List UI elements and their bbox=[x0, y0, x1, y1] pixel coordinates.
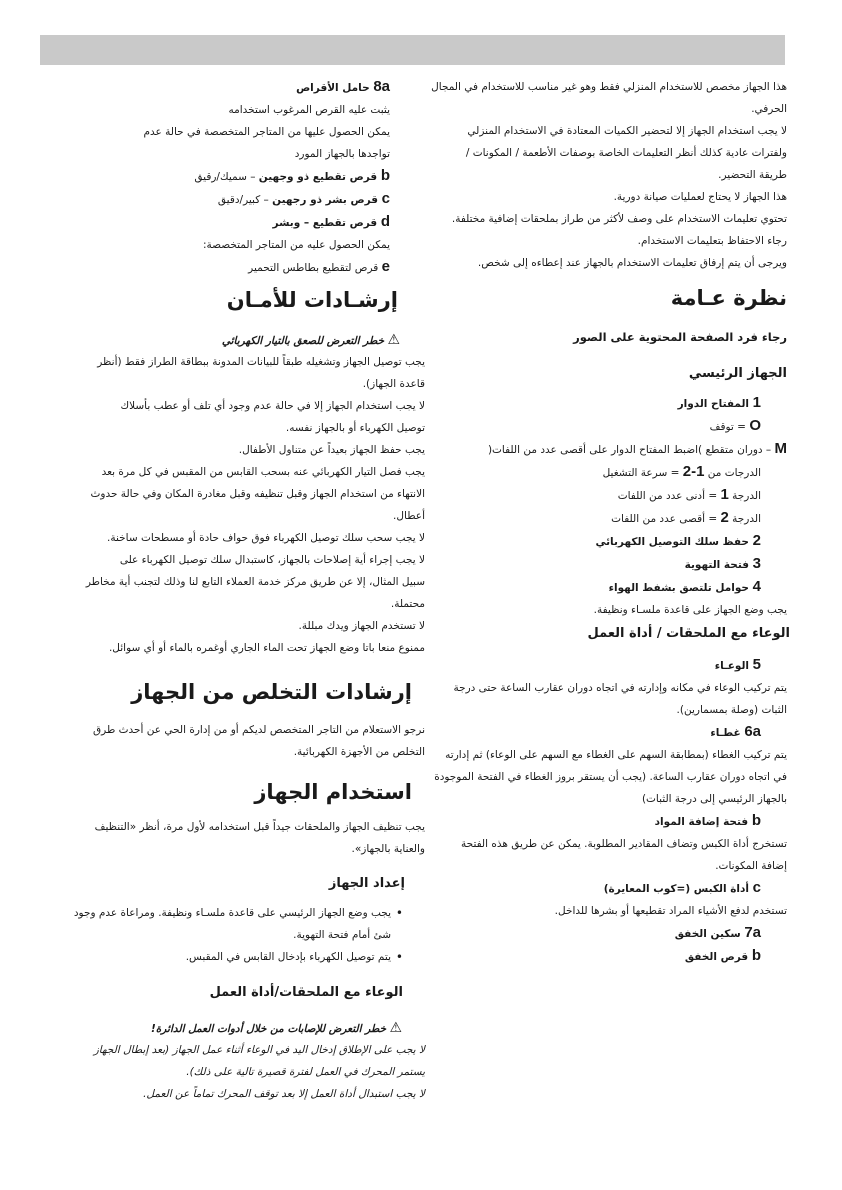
item-text: قرص تقطيع – وبشر bbox=[272, 217, 381, 229]
item-text: – دوران متقطع )اضبط المفتاح الدوار على أقصى عدد من اللفات( bbox=[487, 444, 775, 456]
text-line bbox=[437, 922, 787, 945]
text-line bbox=[40, 121, 390, 143]
usage-paragraph bbox=[40, 816, 425, 860]
setup-list bbox=[40, 902, 405, 968]
text-line: رجاء الاحتفاظ بتعليمات الاستخدام. bbox=[637, 235, 787, 247]
item-text: سكين الخفق bbox=[674, 928, 745, 940]
text-line: والعناية بالجهاز». bbox=[351, 843, 425, 855]
item-text: يتم تركيب الغطاء (بمطابقة السهم على الغطاء مع السهم على الوعاء) ثم إدارته bbox=[445, 749, 787, 761]
item-text: غطـاء bbox=[710, 727, 745, 739]
item-text: حفظ سلك التوصيل الكهربائي bbox=[595, 536, 753, 548]
item-number: c bbox=[752, 879, 761, 896]
item-text: قرص الخفق bbox=[684, 951, 752, 963]
text-line bbox=[40, 188, 390, 211]
text-line: الحرفي. bbox=[751, 103, 787, 115]
item-text: يمكن الحصول عليه من المتاجر المتخصصة: bbox=[202, 239, 390, 251]
text-line bbox=[437, 553, 787, 576]
item-text: قرص تقطيع ذو وجهين bbox=[258, 171, 381, 183]
text-line: الانتهاء من استخدام الجهاز وقبل تنظيفه وقبل مغادرة المكان وفي حالة حدوث bbox=[90, 488, 425, 500]
text-line bbox=[437, 810, 787, 833]
item-text: فتحة إضافة المواد bbox=[654, 816, 752, 828]
text-line bbox=[437, 855, 787, 877]
item-text: – كبير/دقيق bbox=[217, 194, 273, 206]
text-line: قاعدة الجهاز). bbox=[362, 378, 425, 390]
bullet-text: شئ أمام فتحة التهوية. bbox=[293, 929, 391, 941]
text-line bbox=[40, 211, 390, 234]
item-text: الثبات (وصلة بمسمارين). bbox=[676, 704, 787, 716]
item-number: 2 bbox=[752, 532, 761, 549]
overview-note: رجاء فرد الصفحة المحتوية على الصور bbox=[573, 330, 787, 344]
item-number: 5 bbox=[752, 656, 761, 673]
text-line bbox=[437, 677, 787, 699]
item-number: 1-2 bbox=[682, 463, 705, 480]
bullet-text: يجب وضع الجهاز الرئيسي على قاعدة ملسـاء ونظيفة. ومراعاة عدم وجود bbox=[73, 907, 391, 919]
item-text: تستخدم لدفع الأشياء المراد تقطيعها أو بشرها للداخل. bbox=[554, 905, 787, 917]
usage-title: استخدام الجهاز bbox=[254, 780, 412, 804]
text-line bbox=[437, 900, 787, 922]
text-line bbox=[437, 599, 787, 621]
item-text: بالجهاز الرئيسي إلى درجة الثبات) bbox=[641, 793, 787, 805]
text-line bbox=[437, 438, 787, 461]
safety-warning-text: خطر التعرض للصعق بالتيار الكهربائي bbox=[221, 335, 385, 347]
item-text: يتم تركيب الوعاء في مكانه وإدارته في اتجاه دوران عقارب الساعة حتى درجة bbox=[453, 682, 787, 694]
usage-warning-lines bbox=[40, 1039, 425, 1105]
bowl-accessories-title: الوعاء مع الملحقات / أداة العمل bbox=[587, 626, 790, 641]
text-line: محتملة. bbox=[390, 598, 425, 610]
safety-warning bbox=[40, 329, 400, 352]
overview-title: نظرة عـامة bbox=[670, 286, 787, 310]
main-unit-title: الجهاز الرئيسي bbox=[688, 366, 787, 381]
text-line bbox=[437, 699, 787, 721]
item-text: الوعـاء bbox=[714, 660, 753, 672]
item-number: 7a bbox=[744, 924, 761, 941]
item-number: 3 bbox=[752, 555, 761, 572]
item-number: 1 bbox=[752, 394, 761, 411]
item-text: في اتجاه دوران عقارب الساعة. (يجب أن يستقر بروز الغطاء في الفتحة الموجودة bbox=[434, 771, 787, 783]
text-line: ممنوع منعا باتا وضع الجهاز تحت الماء الجاري أوغمره بالماء أو أي سوائل. bbox=[108, 642, 425, 654]
text-line: نرجو الاستعلام من التاجر المتخصص لديكم أو من إدارة الحي عن أحدث طرق bbox=[93, 724, 425, 736]
text-line bbox=[437, 877, 787, 900]
item-text: = أقصى عدد من اللفات bbox=[611, 513, 721, 525]
usage-bowl-title: الوعاء مع الملحقات/أداة العمل bbox=[209, 985, 403, 1000]
usage-warning bbox=[42, 1017, 402, 1040]
text-line: توصيل الكهرباء أو بالجهاز نفسه. bbox=[285, 422, 425, 434]
item-number: 6a bbox=[744, 723, 761, 740]
text-line bbox=[437, 392, 787, 415]
text-line bbox=[437, 484, 787, 507]
item-text: الدرجة bbox=[728, 490, 761, 502]
item-text: المفتاح الدوار bbox=[677, 398, 753, 410]
text-line bbox=[434, 766, 787, 788]
item-text: قرص بشر ذو رجهين bbox=[272, 194, 382, 206]
text-line bbox=[437, 415, 787, 438]
disposal-paragraph bbox=[40, 719, 425, 763]
text-line: لا تستخدم الجهاز ويدك مبللة. bbox=[298, 620, 425, 632]
item-text: = سرعة التشغيل bbox=[602, 467, 683, 479]
discs-list bbox=[40, 76, 390, 279]
text-line: لا يجب سحب سلك توصيل الكهرباء فوق حواف حادة أو مسطحات ساخنة. bbox=[107, 532, 425, 544]
text-line: يجب توصيل الجهاز وتشغيله طبقاً للبيانات المدونة ببطاقة الطراز فقط (أنظر bbox=[97, 356, 425, 368]
item-text: حامل الأقراص bbox=[296, 82, 374, 94]
bullet-item bbox=[40, 902, 405, 924]
warning-icon: ⚠ bbox=[387, 332, 400, 348]
text-line bbox=[437, 833, 787, 855]
text-line: هذا الجهاز مخصص للاستخدام المنزلي فقط وهو غير مناسب للاستخدام في المجال bbox=[431, 81, 787, 93]
bullet-text: يتم توصيل الكهرباء بإدخال القابس في المقبس. bbox=[185, 951, 391, 963]
text-line: ويرجى أن يتم إرفاق تعليمات الاستخدام بالجهاز عند إعطاءه إلى شخص. bbox=[477, 257, 787, 269]
item-number: 8a bbox=[373, 78, 390, 95]
text-line bbox=[437, 744, 787, 766]
item-number: 4 bbox=[752, 578, 761, 595]
header-bar bbox=[40, 35, 785, 65]
item-number: b bbox=[751, 947, 761, 964]
text-line: يجب فصل التيار الكهربائي عنه بسحب القابس من المقبس في كل مرة بعد bbox=[101, 466, 425, 478]
text-line bbox=[437, 507, 787, 530]
item-number: b bbox=[380, 167, 390, 184]
text-line bbox=[437, 461, 787, 484]
text-line: يجب حفظ الجهاز بعيداً عن متناول الأطفال. bbox=[238, 444, 425, 456]
item-number: 1 bbox=[720, 486, 729, 503]
intro-paragraph bbox=[431, 76, 787, 274]
usage-warning-text: خطر التعرض للإصابات من خلال أدوات العمل الدائرة! bbox=[150, 1023, 387, 1035]
item-text: أداة الكبس (=كوب المعايرة) bbox=[603, 883, 753, 895]
text-line bbox=[437, 945, 787, 968]
item-number: O bbox=[749, 417, 761, 434]
disposal-title: إرشادات التخلص من الجهاز bbox=[131, 680, 412, 704]
text-line: أعطال. bbox=[393, 510, 425, 522]
item-text: قرص لتقطيع بطاطس التحمير bbox=[248, 262, 382, 274]
text-line bbox=[40, 143, 390, 165]
item-text: فتحة التهوية bbox=[684, 559, 753, 571]
main-unit-list bbox=[437, 392, 787, 621]
text-line bbox=[437, 576, 787, 599]
bullet-item bbox=[40, 946, 405, 968]
item-text: – سميك/رقيق bbox=[194, 171, 259, 183]
text-line: لا يجب على الإطلاق إدخال اليد في الوعاء أثناء عمل الجهاز (بعد إبطال الجهاز bbox=[93, 1044, 425, 1056]
text-line: سبيل المثال، إلا عن طريق مركز خدمة العملاء التابع لنا وذلك لتجنب أية مخاطر bbox=[85, 576, 425, 588]
item-text: الدرجات من bbox=[704, 467, 761, 479]
item-text: حوامل تلتصق بشفط الهواء bbox=[608, 582, 753, 594]
text-line bbox=[40, 76, 390, 99]
item-text: إضافة المكونات. bbox=[715, 860, 787, 872]
text-line: لا يجب استخدام الجهاز إلا لتحضير الكميات المعتادة في الاستخدام المنزلي bbox=[467, 125, 787, 137]
bullet-item bbox=[40, 924, 405, 946]
item-number: e bbox=[381, 258, 390, 275]
text-line bbox=[437, 654, 787, 677]
text-line: لا يجب استبدال أداة العمل إلا بعد توقف المحرك تماماً عن العمل. bbox=[143, 1088, 425, 1100]
text-line: لا يجب استخدام الجهاز إلا في حالة عدم وجود أي تلف أو عطب بأسلاك bbox=[120, 400, 425, 412]
safety-title: إرشـادات للأمـان bbox=[226, 288, 398, 312]
text-line bbox=[437, 530, 787, 553]
text-line: يستمر المحرك في العمل لفترة قصيرة تالية على ذلك). bbox=[186, 1066, 425, 1078]
item-number: 2 bbox=[720, 509, 729, 526]
item-text: الدرجة bbox=[728, 513, 761, 525]
item-text: يجب وضع الجهاز على قاعدة ملسـاء ونظيفة. bbox=[593, 604, 787, 616]
text-line bbox=[40, 165, 390, 188]
text-line bbox=[40, 99, 390, 121]
text-line: لا يجب إجراء أية إصلاحات بالجهاز، كاستبدال سلك توصيل الكهرباء على bbox=[119, 554, 425, 566]
setup-title: إعداد الجهاز bbox=[328, 876, 405, 891]
item-text: = توقف bbox=[709, 421, 750, 433]
safety-instructions bbox=[40, 351, 425, 659]
item-number: b bbox=[751, 812, 761, 829]
text-line bbox=[40, 234, 390, 256]
item-text: تواجدها بالجهاز المورد bbox=[294, 148, 390, 160]
item-number: c bbox=[381, 190, 390, 207]
item-text: يمكن الحصول عليها من المتاجر المتخصصة في حالة عدم bbox=[143, 126, 390, 138]
bowl-accessories-list bbox=[434, 654, 787, 968]
warning-icon: ⚠ bbox=[389, 1020, 402, 1036]
text-line bbox=[437, 788, 787, 810]
text-line: يجب تنظيف الجهاز والملحقات جيداً قبل استخدامه لأول مرة، أنظر «التنظيف bbox=[94, 821, 425, 833]
text-line bbox=[40, 256, 390, 279]
item-text: يثبت عليه القرص المرغوب استخدامه bbox=[228, 104, 390, 116]
text-line bbox=[437, 721, 787, 744]
item-text: تستخرج أداة الكبس وتضاف المقادير المطلوبة. يمكن عن طريق هذه الفتحة bbox=[461, 838, 787, 850]
item-text: = أدنى عدد من اللفات bbox=[617, 490, 721, 502]
text-line: ولفترات عادية كذلك أنظر التعليمات الخاصة بوصفات الأطعمة / المكونات / bbox=[465, 147, 787, 159]
text-line: التخلص من الأجهزة الكهربائية. bbox=[293, 746, 425, 758]
item-number: d bbox=[380, 213, 390, 230]
text-line: هذا الجهاز لا يحتاج لعمليات صيانة دورية. bbox=[613, 191, 787, 203]
text-line: تحتوي تعليمات الاستخدام على وصف لأكثر من طراز بملحقات إضافية مختلفة. bbox=[451, 213, 787, 225]
text-line: طريقة التحضير. bbox=[718, 169, 787, 181]
item-number: M bbox=[774, 440, 787, 457]
